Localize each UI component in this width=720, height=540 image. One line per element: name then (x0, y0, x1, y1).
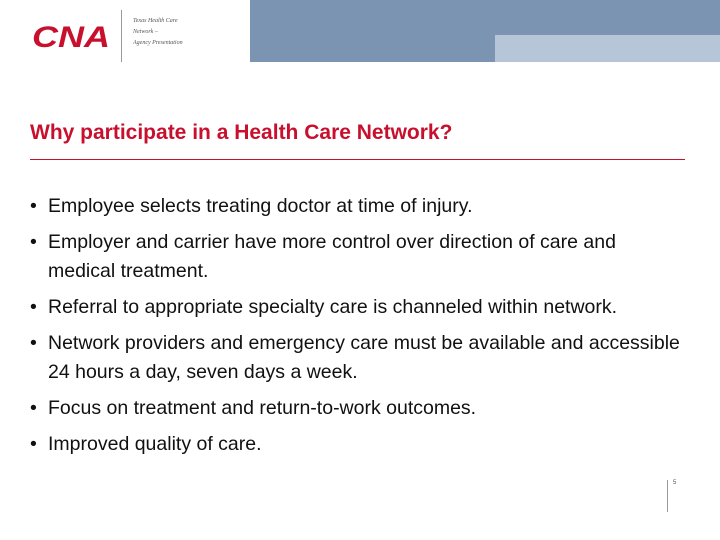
bullet-text: Focus on treatment and return-to-work outcomes. (48, 397, 477, 419)
bullet-text: Network providers and emergency care must be available and accessible 24 hours a day, seven days a week. (48, 332, 680, 383)
bullet-glyph: • (30, 296, 37, 318)
bullet-glyph: • (30, 195, 37, 217)
page-number: 5 (673, 480, 677, 486)
bullet-text: Employer and carrier have more control over direction of care and medical treatment. (48, 231, 616, 282)
bullet-glyph: • (30, 397, 37, 419)
title-underline (30, 159, 685, 160)
page-number-divider (667, 480, 668, 512)
bullet-item (30, 394, 680, 423)
presentation-note-line: Agency Presentation (133, 40, 183, 46)
cna-logo-text: CNA (32, 21, 110, 52)
bullet-item (30, 228, 680, 286)
cna-logo-mark (32, 20, 112, 52)
bullet-item (30, 430, 680, 459)
header-divider (121, 10, 122, 62)
bullet-item (30, 329, 680, 387)
header-banner (250, 0, 720, 62)
cna-logo (32, 20, 112, 52)
bullet-glyph: • (30, 231, 37, 253)
bullet-list (30, 192, 680, 466)
bullet-text: Improved quality of care. (48, 433, 262, 455)
bullet-glyph: • (30, 433, 37, 455)
slide-title: Why participate in a Health Care Network? (30, 121, 453, 144)
presentation-note-line: Network – (133, 29, 158, 35)
bullet-text: Employee selects treating doctor at time of injury. (48, 195, 473, 217)
bullet-item (30, 293, 680, 322)
presentation-note-line: Texas Health Care (133, 18, 178, 24)
bullet-item (30, 192, 680, 221)
bullet-glyph: • (30, 332, 37, 354)
header-banner-accent (495, 35, 720, 62)
presentation-note (133, 16, 233, 49)
bullet-text: Referral to appropriate specialty care is channeled within network. (48, 296, 618, 318)
